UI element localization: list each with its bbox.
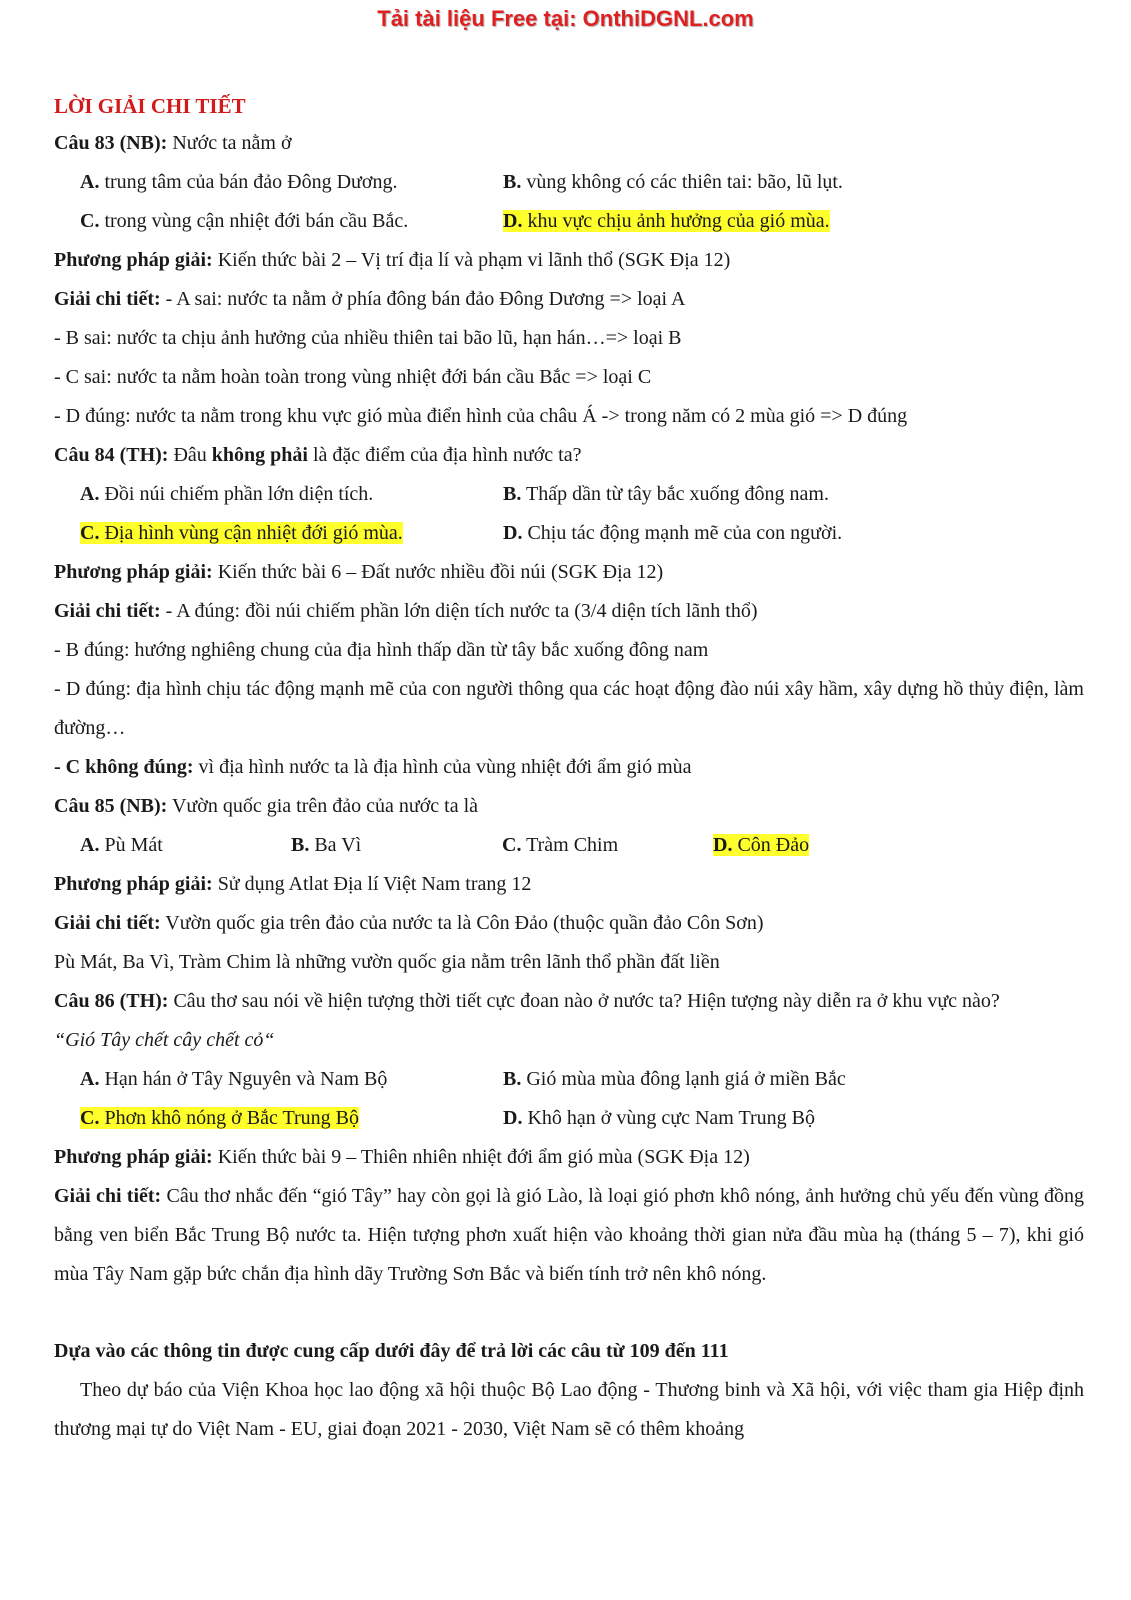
- option-b: B. Thấp dần từ tây bắc xuống đông nam.: [503, 483, 829, 505]
- option-c: C. trong vùng cận nhiệt đới bán cầu Bắc.: [80, 210, 409, 232]
- option-c: C. Tràm Chim: [502, 834, 619, 856]
- question-83: [54, 124, 1084, 163]
- question-label: Câu 83 (NB):: [54, 132, 168, 154]
- options-row: [54, 826, 1084, 865]
- answer-highlight: D. khu vực chịu ảnh hưởng của gió mùa.: [503, 210, 830, 232]
- spacer: [54, 1294, 1084, 1332]
- options-row: [54, 202, 1084, 241]
- detail-line: Giải chi tiết: Vườn quốc gia trên đảo của nước ta là Côn Đảo (thuộc quần đảo Côn Sơn): [54, 912, 764, 934]
- option-c-correct: [80, 1099, 503, 1138]
- detail-line: - B sai: nước ta chịu ảnh hưởng của nhiều thiên tai bão lũ, hạn hán…=> loại B: [54, 327, 682, 349]
- option-d: D. Khô hạn ở vùng cực Nam Trung Bộ: [503, 1107, 815, 1129]
- option-d: D. Chịu tác động mạnh mẽ của con người.: [503, 522, 843, 544]
- detail-line: Giải chi tiết: - A sai: nước ta nằm ở phía đông bán đảo Đông Dương => loại A: [54, 288, 686, 310]
- question-85: Câu 85 (NB): Vườn quốc gia trên đảo của nước ta là: [54, 795, 479, 817]
- method-line: Phương pháp giải: Sử dụng Atlat Địa lí Việt Nam trang 12: [54, 873, 532, 895]
- option-d-correct: [713, 826, 924, 865]
- question-84: Câu 84 (TH): Đâu không phải là đặc điểm của địa hình nước ta?: [54, 444, 582, 466]
- options-row: [54, 1099, 1084, 1138]
- option-c-correct: [80, 514, 503, 553]
- option-b: B. Ba Vì: [291, 834, 362, 856]
- question-86: Câu 86 (TH): Câu thơ sau nói về hiện tượng thời tiết cực đoan nào ở nước ta? Hiện tượng này diễn ra ở khu vực nào?: [54, 990, 1000, 1012]
- detail-paragraph: Giải chi tiết: Câu thơ nhắc đến “gió Tây” hay còn gọi là gió Lào, là loại gió phơn khô nóng, ảnh hưởng chủ yếu đến vùng đồng bằng ven biển Bắc Trung Bộ nước ta. Hiện tượng phơn xuất hiện vào khoảng thời gian nửa đầu mùa hạ (tháng 5 – 7), khi gió mùa Tây Nam gặp bức chắn địa hình dãy Trường Sơn Bắc và biến tính trở nên khô nóng.: [54, 1185, 1085, 1285]
- options-row: [54, 475, 1084, 514]
- answer-highlight: C. Phơn khô nóng ở Bắc Trung Bộ: [80, 1107, 359, 1129]
- answer-highlight: C. Địa hình vùng cận nhiệt đới gió mùa.: [80, 522, 403, 544]
- detail-paragraph: - D đúng: địa hình chịu tác động mạnh mẽ của con người thông qua các hoạt động đào núi xây hầm, xây dựng hồ thủy điện, làm đường…: [54, 678, 1084, 739]
- options-row: [54, 1060, 1084, 1099]
- poem-quote: “Gió Tây chết cây chết cỏ“: [54, 1029, 275, 1051]
- passage-text: Theo dự báo của Viện Khoa học lao động xã hội thuộc Bộ Lao động - Thương binh và Xã hội, với việc tham gia Hiệp định thương mại tự do Việt Nam - EU, giai đoạn 2021 - 2030, Việt Nam sẽ có thêm khoảng: [54, 1379, 1084, 1440]
- detail-line: Pù Mát, Ba Vì, Tràm Chim là những vườn quốc gia nằm trên lãnh thổ phần đất liền: [54, 951, 720, 973]
- detail-line: - B đúng: hướng nghiêng chung của địa hình thấp dần từ tây bắc xuống đông nam: [54, 639, 709, 661]
- detail-line: - C không đúng: vì địa hình nước ta là địa hình của vùng nhiệt đới ẩm gió mùa: [54, 756, 692, 778]
- option-b: B. Gió mùa mùa đông lạnh giá ở miền Bắc: [503, 1068, 846, 1090]
- method-line: Phương pháp giải: Kiến thức bài 9 – Thiên nhiên nhiệt đới ẩm gió mùa (SGK Địa 12): [54, 1146, 750, 1168]
- site-banner[interactable]: Tải tài liệu Free tại: OnthiDGNL.com: [377, 6, 754, 31]
- options-row: [54, 514, 1084, 553]
- question-text: Nước ta nằm ở: [167, 132, 292, 154]
- document-body: [54, 88, 1084, 1449]
- option-b: B. vùng không có các thiên tai: bão, lũ lụt.: [503, 171, 843, 193]
- options-row: [54, 163, 1084, 202]
- option-a: A. Pù Mát: [80, 834, 163, 856]
- answer-highlight: D. Côn Đảo: [713, 834, 810, 856]
- detail-line: - C sai: nước ta nằm hoàn toàn trong vùng nhiệt đới bán cầu Bắc => loại C: [54, 366, 652, 388]
- method-line: Phương pháp giải: Kiến thức bài 6 – Đất nước nhiều đồi núi (SGK Địa 12): [54, 561, 664, 583]
- section-title: LỜI GIẢI CHI TIẾT: [54, 94, 246, 118]
- passage-heading: Dựa vào các thông tin được cung cấp dưới đây để trả lời các câu từ 109 đến 111: [54, 1340, 729, 1362]
- option-a: A. Hạn hán ở Tây Nguyên và Nam Bộ: [80, 1068, 388, 1090]
- detail-line: Giải chi tiết: - A đúng: đồi núi chiếm phần lớn diện tích nước ta (3/4 diện tích lãnh thổ): [54, 600, 758, 622]
- option-d-correct: [503, 202, 926, 241]
- option-a: A. Đồi núi chiếm phần lớn diện tích.: [80, 483, 374, 505]
- method-line: Phương pháp giải: Kiến thức bài 2 – Vị trí địa lí và phạm vi lãnh thổ (SGK Địa 12): [54, 249, 731, 271]
- option-a: A. trung tâm của bán đảo Đông Dương.: [80, 171, 398, 193]
- detail-line: - D đúng: nước ta nằm trong khu vực gió mùa điển hình của châu Á -> trong năm có 2 mùa gió => D đúng: [54, 405, 908, 427]
